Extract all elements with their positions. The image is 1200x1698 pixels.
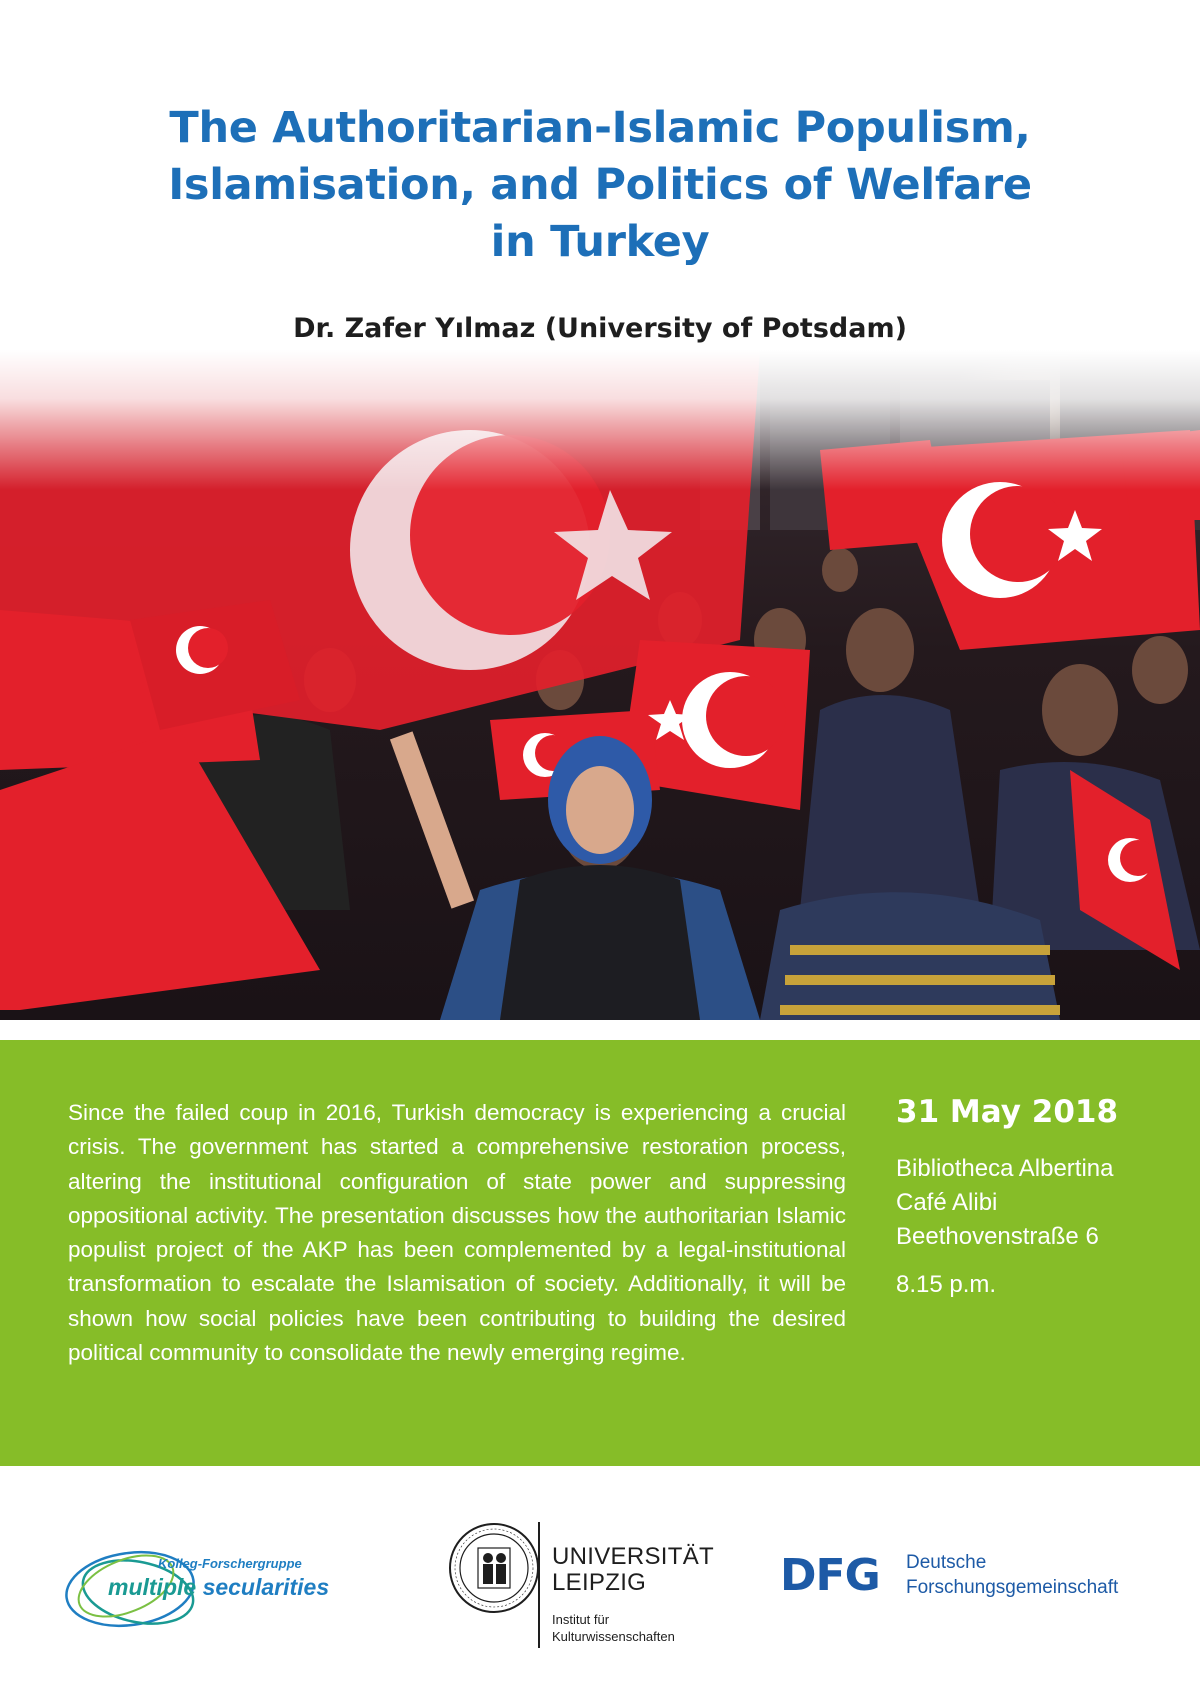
leipzig-name-line-1: UNIVERSITÄT xyxy=(552,1543,714,1570)
speaker-name: Dr. Zafer Yılmaz (University of Potsdam) xyxy=(293,313,907,344)
dfg-logo-mark: DFG xyxy=(780,1550,880,1601)
ms-wordmark xyxy=(108,1574,329,1601)
dfg-name-line-1: Deutsche xyxy=(906,1552,987,1573)
leipzig-institute-line-1: Institut für xyxy=(552,1612,610,1627)
dfg-name xyxy=(906,1550,1118,1600)
abstract-text: Since the failed coup in 2016, Turkish democracy is experiencing a crucial crisis. The government has started a comprehensive restoration process, altering the institutional configuration of state power and suppressing oppositional activity. The presentation discusses how the authoritarian Islamic populist project of the AKP has been complemented by a legal-institutional transformation to escalate the Islamisation of society. Additionally, it will be shown how social policies have been contributing to building the desired political community to consolidate the newly emerging regime. xyxy=(68,1100,846,1366)
poster-title xyxy=(0,100,1200,271)
leipzig-institute xyxy=(552,1611,675,1645)
leipzig-name-line-2: LEIPZIG xyxy=(552,1569,647,1596)
title-line-1: The Authoritarian-Islamic Populism, xyxy=(169,103,1031,153)
leipzig-name xyxy=(552,1544,714,1596)
venue-line-3: Beethovenstraße 6 xyxy=(896,1223,1099,1250)
logo-footer xyxy=(0,1466,1200,1698)
title-line-3: in Turkey xyxy=(490,217,710,267)
event-time: 8.15 p.m. xyxy=(896,1271,997,1298)
ms-subtitle: Kolleg-Forschergruppe xyxy=(158,1556,302,1571)
leipzig-institute-line-2: Kulturwissenschaften xyxy=(552,1629,675,1644)
event-details xyxy=(896,1092,1186,1302)
event-date: 31 May 2018 xyxy=(896,1094,1119,1130)
leipzig-seal-icon xyxy=(448,1522,540,1614)
dfg-name-line-2: Forschungsgemeinschaft xyxy=(906,1577,1119,1598)
title-line-2: Islamisation, and Politics of Welfare xyxy=(168,160,1032,210)
rally-photo xyxy=(0,350,1200,1020)
ms-word-secularities: secularities xyxy=(202,1574,330,1600)
ms-word-multiple: multiple xyxy=(108,1574,197,1600)
photo-fade-overlay xyxy=(0,350,1200,490)
venue-line-1: Bibliotheca Albertina xyxy=(896,1155,1114,1182)
venue-line-2: Café Alibi xyxy=(896,1189,998,1216)
leipzig-divider xyxy=(538,1522,540,1648)
